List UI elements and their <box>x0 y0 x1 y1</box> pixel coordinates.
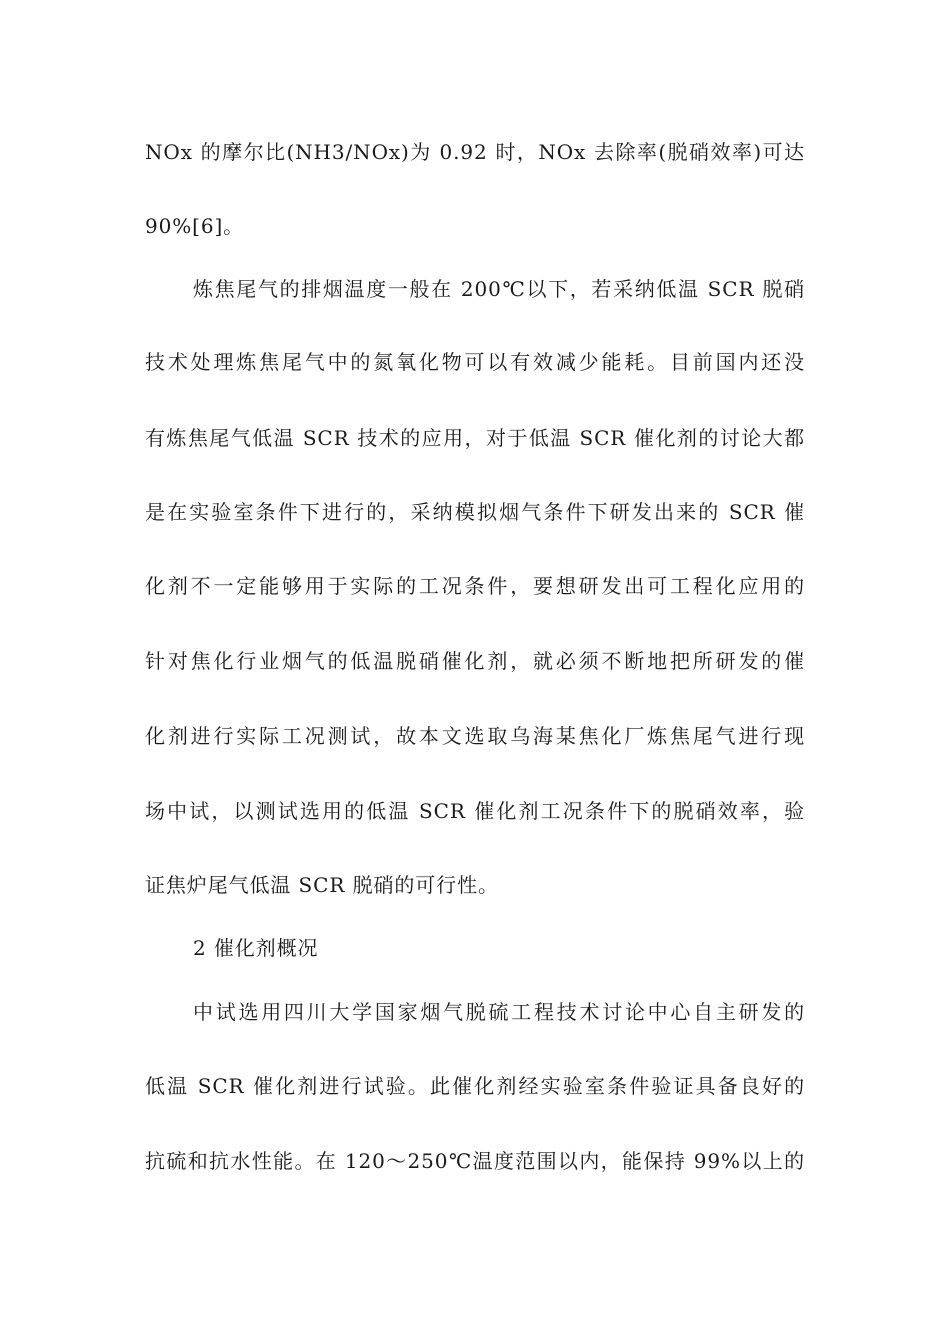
paragraph-3-line-1: 中试选用四川大学国家烟气脱硫工程技术讨论中心自主研发的 <box>193 1000 805 1024</box>
paragraph-2-line-3: 有炼焦尾气低温 SCR 技术的应用，对于低温 SCR 催化剂的讨论大都 <box>145 426 805 450</box>
paragraph-2-line-4: 是在实验室条件下进行的，采纳模拟烟气条件下研发出来的 SCR 催 <box>145 500 805 524</box>
section-heading: 2 催化剂概况 <box>193 936 319 960</box>
paragraph-2-line-1: 炼焦尾气的排烟温度一般在 200℃以下，若采纳低温 SCR 脱硝 <box>193 277 805 301</box>
paragraph-2-line-9: 证焦炉尾气低温 SCR 脱硝的可行性。 <box>145 873 499 897</box>
paragraph-2-line-5: 化剂不一定能够用于实际的工况条件，要想研发出可工程化应用的 <box>145 574 805 598</box>
paragraph-3-line-3: 抗硫和抗水性能。在 120～250℃温度范围以内，能保持 99%以上的 <box>145 1149 805 1173</box>
paragraph-2-line-6: 针对焦化行业烟气的低温脱硝催化剂，就必须不断地把所研发的催 <box>145 649 805 673</box>
paragraph-3-line-2: 低温 SCR 催化剂进行试验。此催化剂经实验室条件验证具备良好的 <box>145 1074 805 1098</box>
paragraph-2-line-7: 化剂进行实际工况测试，故本文选取乌海某焦化厂炼焦尾气进行现 <box>145 724 805 748</box>
paragraph-1-line-1: NOx 的摩尔比(NH3/NOx)为 0.92 时，NOx 去除率(脱硝效率)可达 <box>145 140 805 164</box>
paragraph-2-line-8: 场中试，以测试选用的低温 SCR 催化剂工况条件下的脱硝效率，验 <box>145 799 805 823</box>
paragraph-2-line-2: 技术处理炼焦尾气中的氮氧化物可以有效减少能耗。目前国内还没 <box>145 350 805 374</box>
paragraph-1-line-2: 90%[6]。 <box>145 214 245 238</box>
